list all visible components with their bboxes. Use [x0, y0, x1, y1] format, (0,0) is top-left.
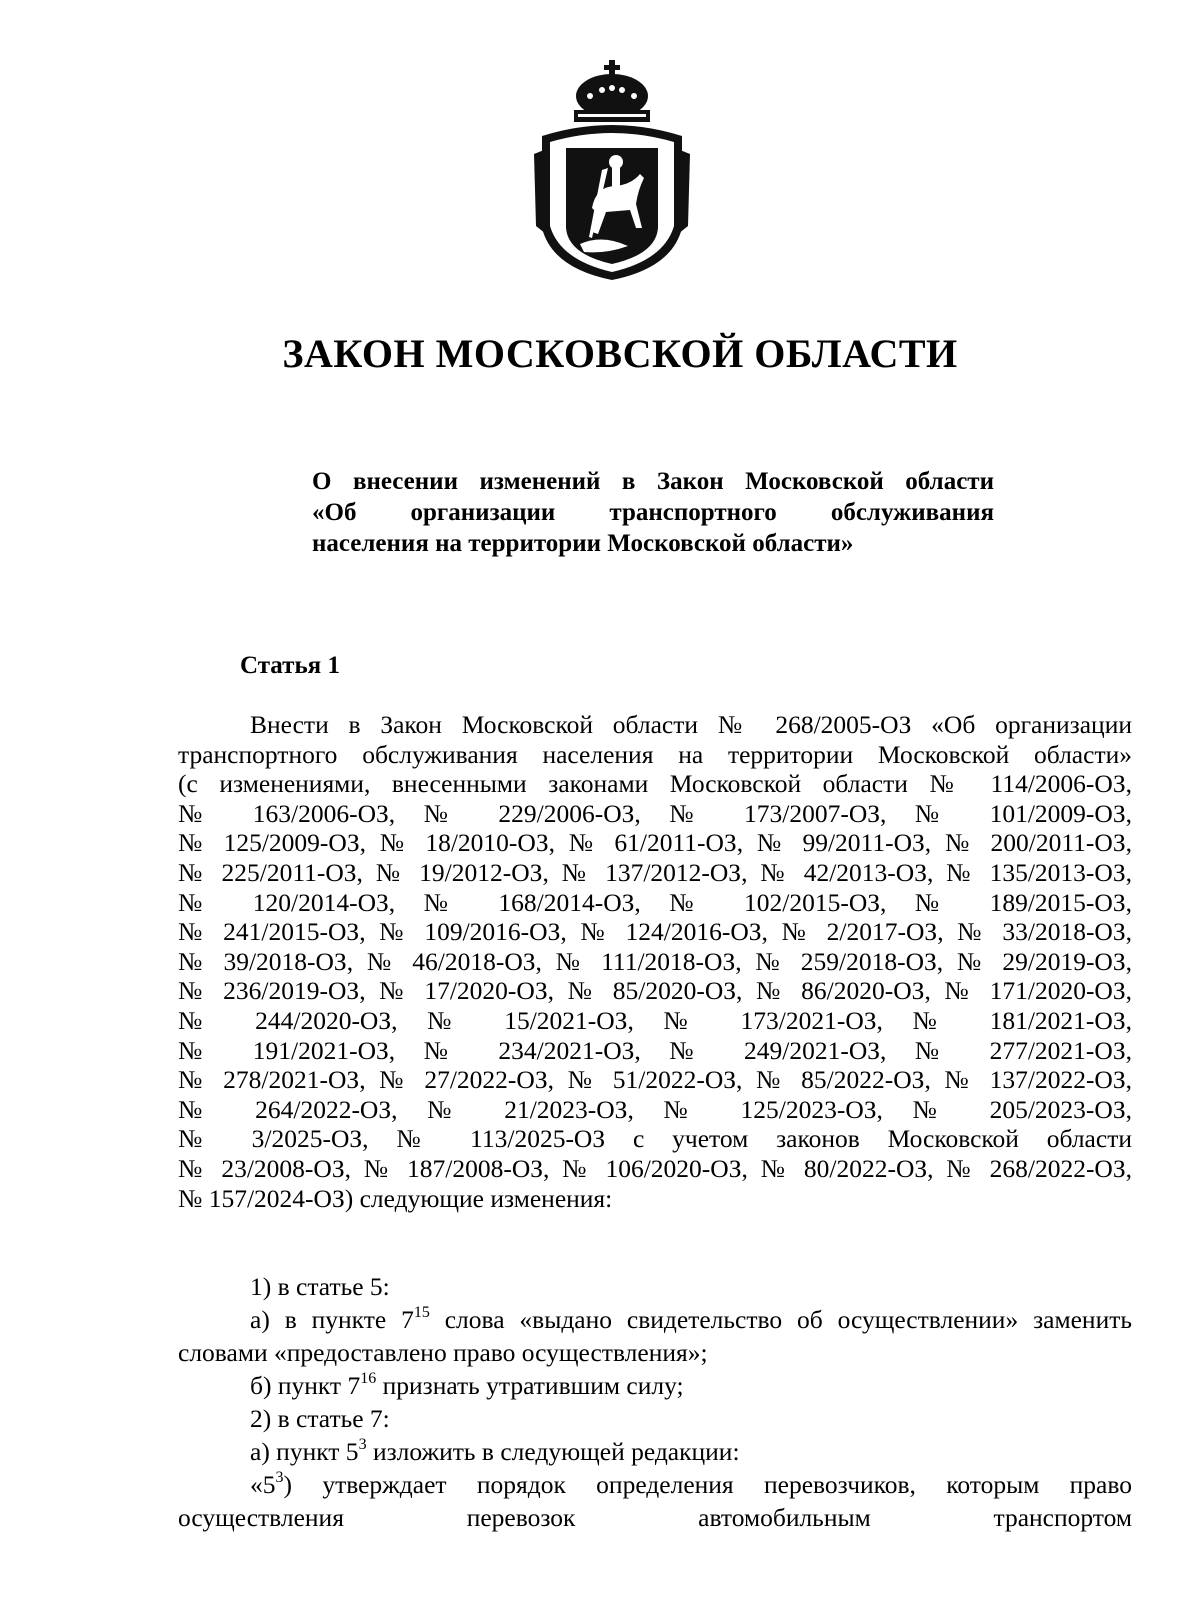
- list-item: а) в пункте $7^{15}$ слова «выдано свидетельство об осуществлении» заменить: [250, 1304, 1132, 1334]
- article-intro: [178, 710, 1132, 1213]
- intro-line: № 163/2006-ОЗ, № 229/2006-ОЗ, № 173/2007-ОЗ, № 101/2009-ОЗ,: [178, 798, 1132, 828]
- intro-line: № 39/2018-ОЗ, № 46/2018-ОЗ, № 111/2018-ОЗ, № 259/2018-ОЗ, № 29/2019-ОЗ,: [178, 946, 1132, 976]
- amendments-list: [178, 1270, 1132, 1534]
- subject-line: населения на территории Московской области»: [312, 530, 854, 557]
- list-item: 2) в статье 7:: [250, 1404, 390, 1433]
- subject-line: О внесении изменений в Закон Московской области: [312, 468, 994, 495]
- intro-line: № 225/2011-ОЗ, № 19/2012-ОЗ, № 137/2012-ОЗ, № 42/2013-ОЗ, № 135/2013-ОЗ,: [178, 857, 1132, 887]
- intro-line: № 241/2015-ОЗ, № 109/2016-ОЗ, № 124/2016-ОЗ, № 2/2017-ОЗ, № 33/2018-ОЗ,: [178, 917, 1132, 947]
- intro-line: № 236/2019-ОЗ, № 17/2020-ОЗ, № 85/2020-ОЗ, № 86/2020-ОЗ, № 171/2020-ОЗ,: [178, 976, 1132, 1006]
- intro-line: № 264/2022-ОЗ, № 21/2023-ОЗ, № 125/2023-ОЗ, № 205/2023-ОЗ,: [178, 1094, 1132, 1124]
- intro-line: № 120/2014-ОЗ, № 168/2014-ОЗ, № 102/2015-ОЗ, № 189/2015-ОЗ,: [178, 887, 1132, 917]
- intro-line: транспортного обслуживания населения на территории Московской области»: [178, 739, 1132, 769]
- quoted-item: «$5^3$) утверждает порядок определения перевозчиков, которым право: [250, 1469, 1132, 1499]
- law-title: ЗАКОН МОСКОВСКОЙ ОБЛАСТИ: [282, 331, 958, 376]
- list-item: а) пункт $5^3$ изложить в следующей редакции:: [250, 1436, 740, 1466]
- intro-line: № 157/2024-ОЗ) следующие изменения:: [178, 1183, 613, 1213]
- intro-line: (с изменениями, внесенными законами Московской области № 114/2006-ОЗ,: [178, 769, 1132, 799]
- intro-line: № 244/2020-ОЗ, № 15/2021-ОЗ, № 173/2021-ОЗ, № 181/2021-ОЗ,: [178, 1005, 1132, 1035]
- law-subject: [312, 466, 994, 559]
- quoted-item-continuation: осуществления перевозок автомобильным транспортом: [178, 1503, 1132, 1532]
- intro-line: № 3/2025-ОЗ, № 113/2025-ОЗ с учетом законов Московской области: [178, 1124, 1132, 1154]
- list-item: 1) в статье 5:: [250, 1272, 390, 1301]
- list-item: б) пункт $7^{16}$ признать утратившим силу;: [250, 1370, 684, 1400]
- intro-line: № 125/2009-ОЗ, № 18/2010-ОЗ, № 61/2011-ОЗ, № 99/2011-ОЗ, № 200/2011-ОЗ,: [178, 828, 1132, 858]
- intro-line: № 191/2021-ОЗ, № 234/2021-ОЗ, № 249/2021-ОЗ, № 277/2021-ОЗ,: [178, 1035, 1132, 1065]
- article-heading: Статья 1: [240, 652, 340, 679]
- intro-line: № 278/2021-ОЗ, № 27/2022-ОЗ, № 51/2022-ОЗ, № 85/2022-ОЗ, № 137/2022-ОЗ,: [178, 1065, 1132, 1095]
- intro-line: № 23/2008-ОЗ, № 187/2008-ОЗ, № 106/2020-ОЗ, № 80/2022-ОЗ, № 268/2022-ОЗ,: [178, 1153, 1132, 1183]
- intro-line: Внести в Закон Московской области № 268/2005-ОЗ «Об организации: [250, 710, 1132, 739]
- subject-line: «Об организации транспортного обслуживания: [312, 499, 994, 526]
- coat-of-arms-emblem: [532, 58, 692, 286]
- coat-of-arms-icon: [532, 58, 692, 286]
- list-item-continuation: словами «предоставлено право осуществления»;: [178, 1338, 708, 1367]
